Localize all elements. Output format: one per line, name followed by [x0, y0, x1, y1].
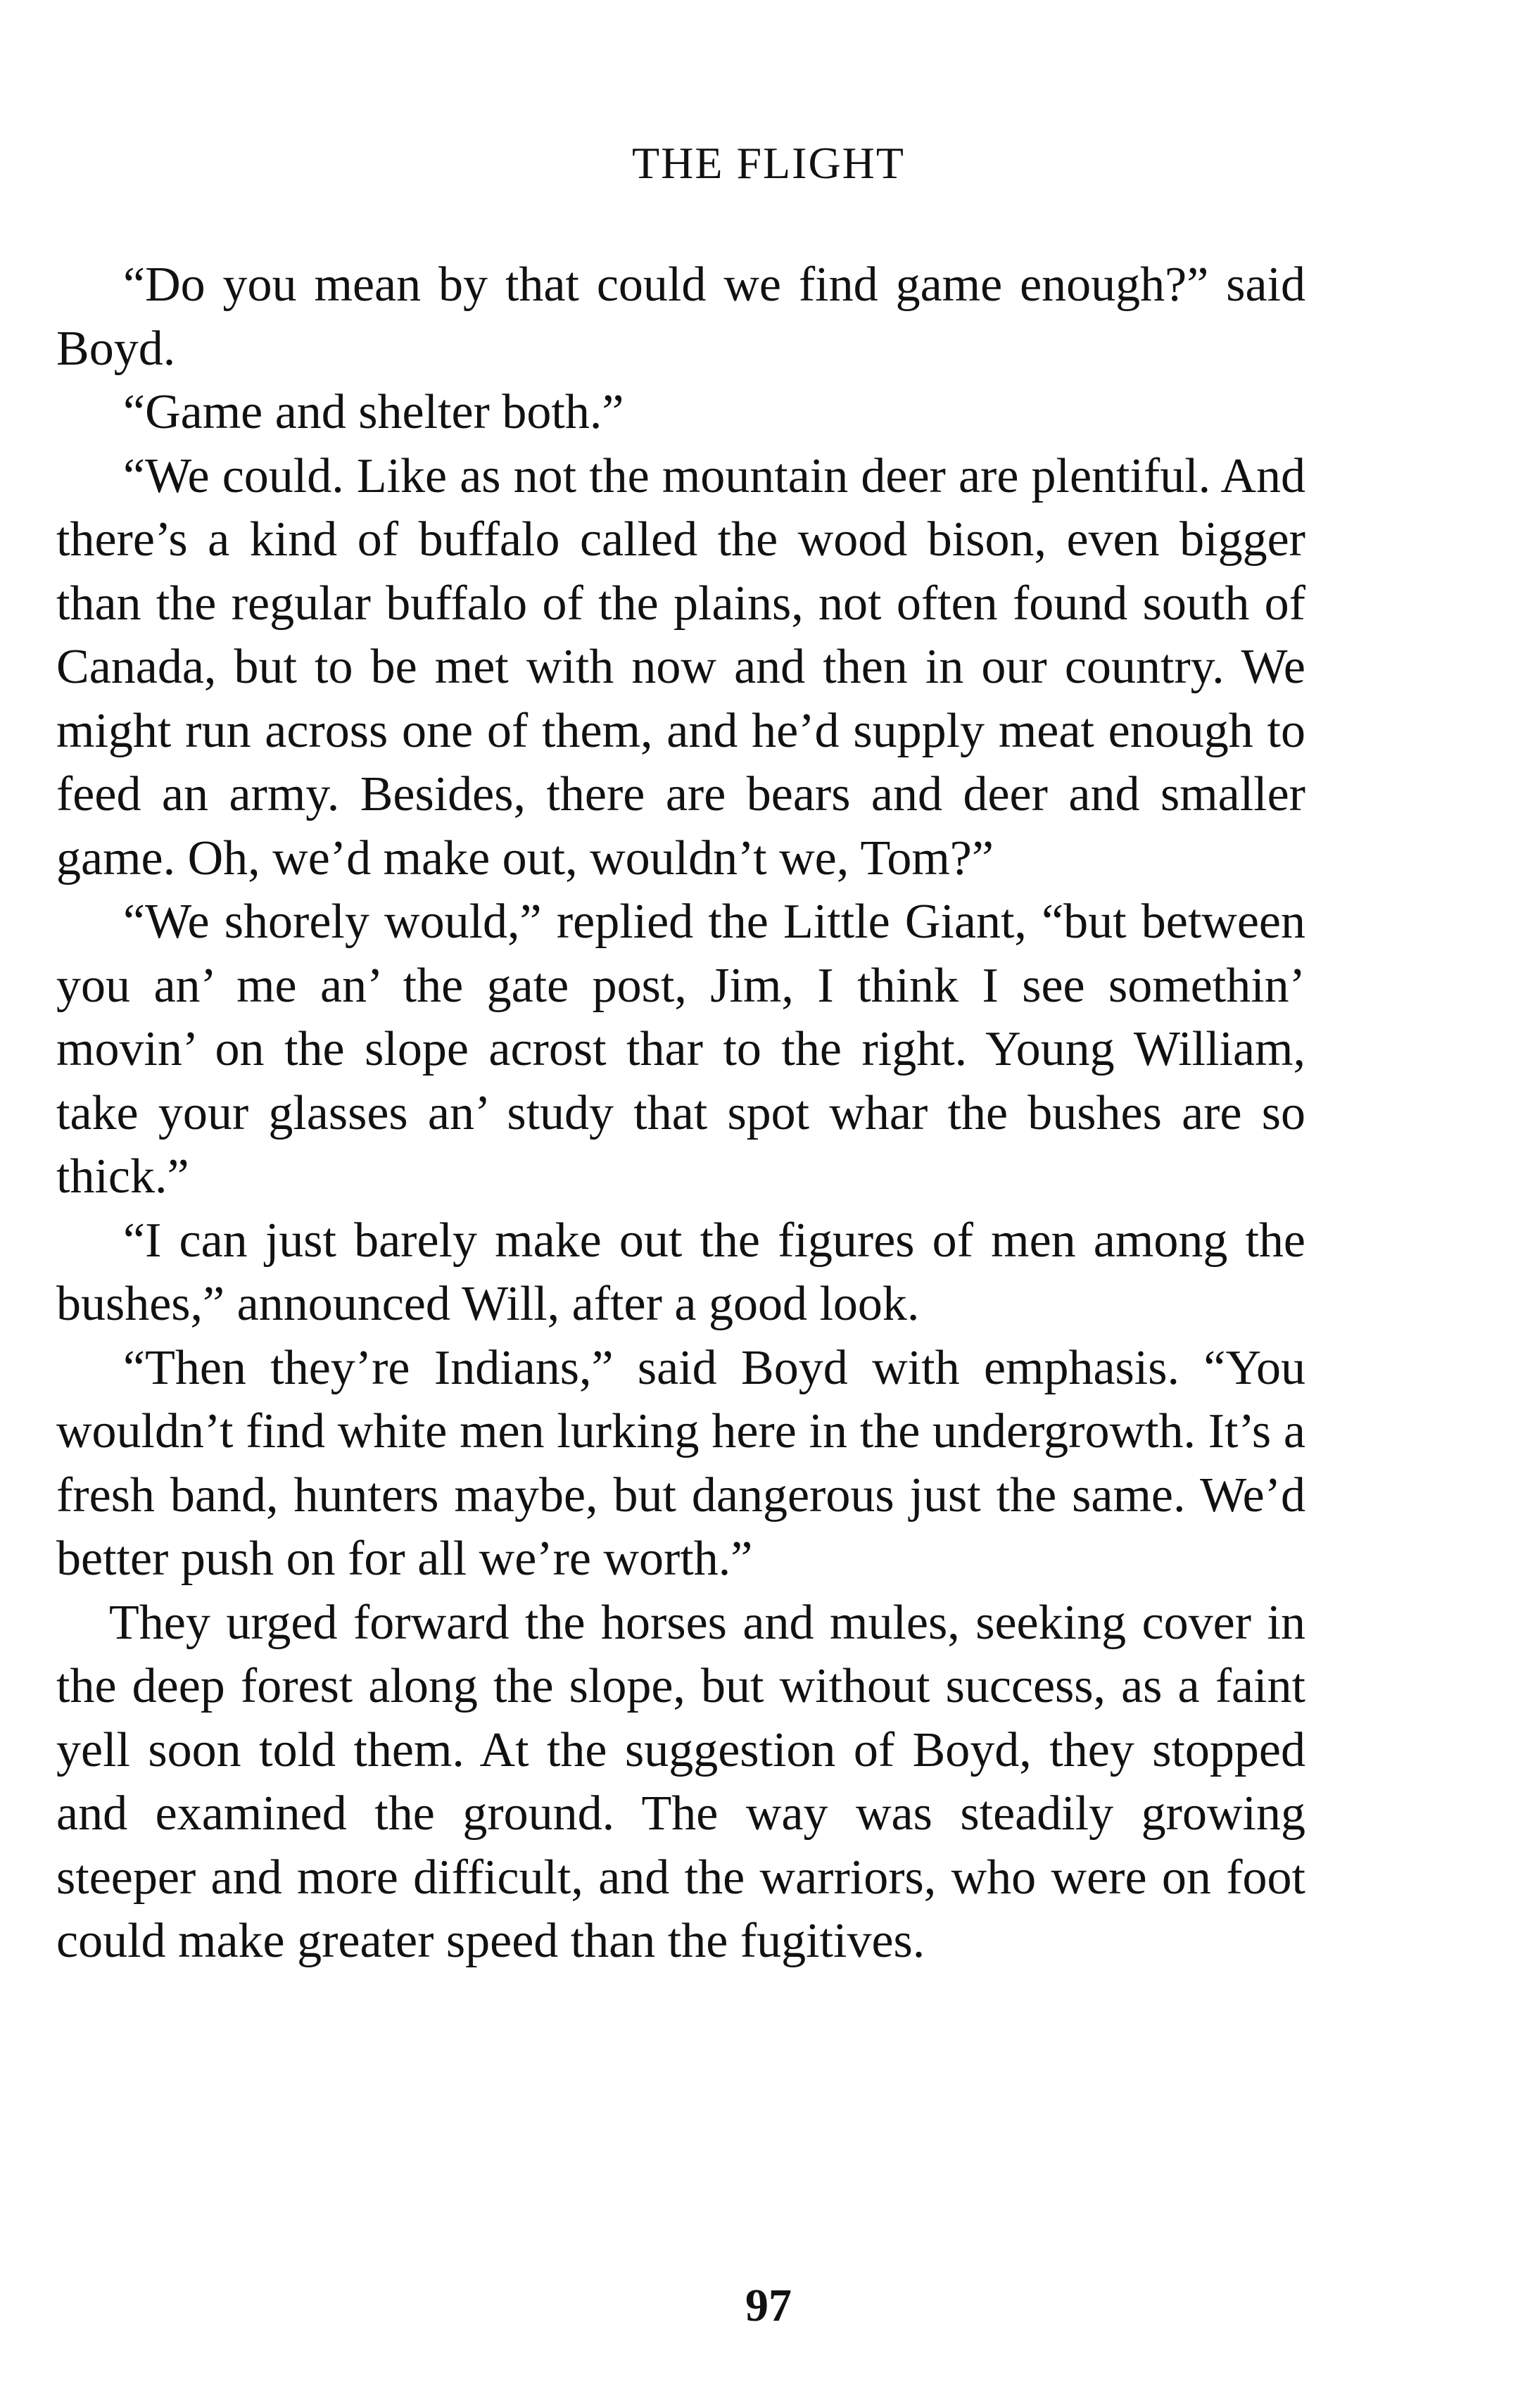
body-text: [56, 253, 1305, 1974]
paragraph: “Game and shelter both.”: [123, 385, 624, 439]
paragraph: “We could. Like as not the mountain deer are plentiful. And there’s a kind of buffalo called the wood bison, even bigger than the regular buffalo of the plains, not often found south of Canada, but to be met with now and then in our country. We might run across one of them, and he’d supply meat enough to feed an army. Besides, there are bears and deer and smaller game. Oh, we’d make out, wouldn’t we, Tom?”: [56, 448, 1305, 885]
paragraph: “Then they’re Indians,” said Boyd with emphasis. “You wouldn’t find white men lurking here in the undergrowth. It’s a fresh band, hunters maybe, but dangerous just the same. We’d better push on for all we’re worth.”: [56, 1340, 1305, 1586]
paragraph: “Do you mean by that could we find game enough?” said Boyd.: [56, 258, 1305, 376]
paragraph: “We shorely would,” replied the Little Giant, “but between you an’ me an’ the gate post, Jim, I think I see somethin’ movin’ on the slope acrost thar to the right. Young William, take your glasses an’ study that spot whar the bushes are so thick.”: [56, 895, 1305, 1204]
paragraph: They urged forward the horses and mules, seeking cover in the deep forest along the slope, but without success, as a faint yell soon told them. At the suggestion of Boyd, they stopped and examined the ground. The way was steadily growing steeper and more difficult, and the warriors, who were on foot could make greater speed than the fugitives.: [56, 1595, 1305, 1968]
paragraph: “I can just barely make out the figures of men among the bushes,” announced Will, after a good look.: [56, 1213, 1305, 1331]
page-number: 97: [745, 2280, 792, 2331]
running-title: THE FLIGHT: [632, 138, 905, 188]
